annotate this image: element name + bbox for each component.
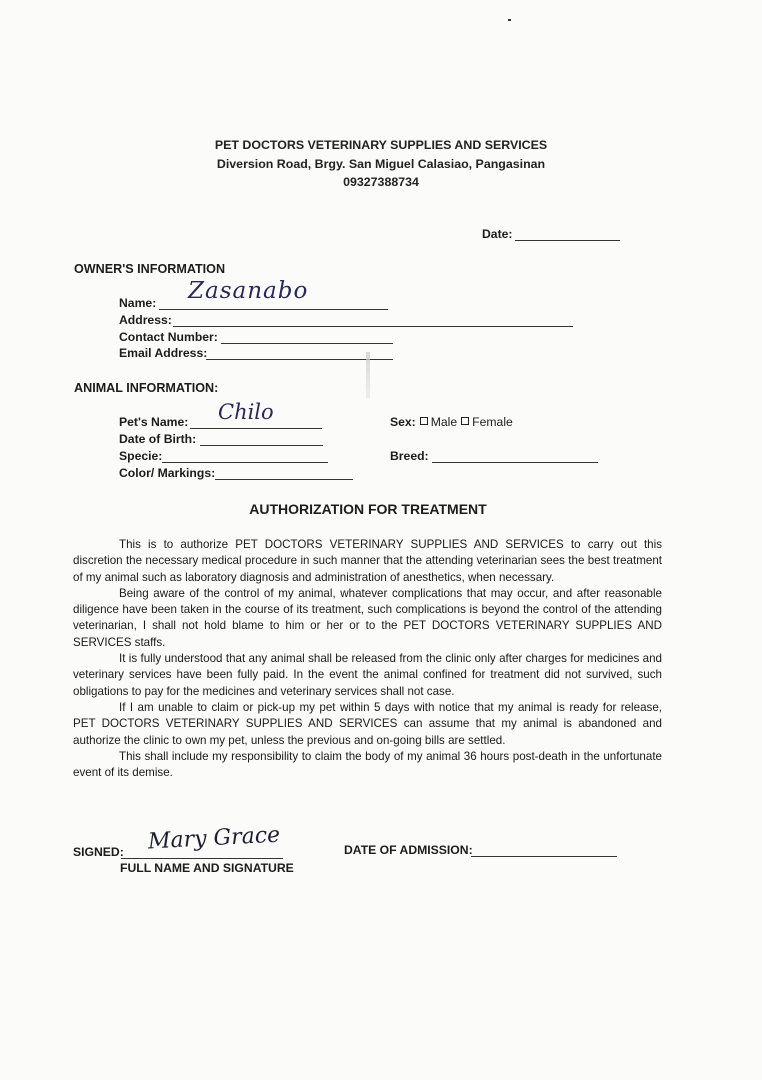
owner-name-label: Name: [119,296,157,310]
contact-number-label: Contact Number: [119,330,218,344]
color-markings-field[interactable] [215,479,353,480]
specie-label: Specie: [119,449,163,463]
signature-caption: FULL NAME AND SIGNATURE [120,861,294,875]
specie-field[interactable] [162,462,328,463]
date-field-line[interactable] [515,240,620,241]
company-name: PET DOCTORS VETERINARY SUPPLIES AND SERVICES [214,138,548,152]
company-phone: 09327388734 [343,175,419,189]
address-label: Address: [119,313,172,327]
authorization-paragraph: This is to authorize PET DOCTORS VETERINARY SUPPLIES AND SERVICES to carry out this discretion the necessary medical procedure in such manner that the attending veterinarian sees the best treatment of my animal such as laboratory diagnosis and administration of anesthetics, when necessary. [73,538,662,584]
authorization-body [73,537,662,781]
pet-name-label: Pet's Name: [119,415,189,429]
date-of-birth-field[interactable] [200,445,323,446]
email-address-field[interactable] [206,359,393,360]
date-label: Date: [482,227,513,241]
date-of-admission-field[interactable] [471,856,617,857]
male-checkbox[interactable] [420,417,428,425]
female-checkbox[interactable] [461,417,469,425]
authorization-paragraph: It is fully understood that any animal shall be released from the clinic only after charges for medicines and veterinary services have been fully paid. In the event the animal confined for treatment did not survived, such obligations to pay for the medicines and veterinary services shall not case. [73,652,662,698]
date-of-birth-label: Date of Birth: [119,432,197,446]
sex-label: Sex: [390,415,416,429]
signature-field[interactable] [121,858,283,859]
authorization-paragraph: This shall include my responsibility to claim the body of my animal 36 hours post-death in the unfortunate event of its demise. [73,749,662,780]
owner-name-field[interactable] [159,309,388,310]
owner-section-title: OWNER'S INFORMATION [74,262,226,276]
authorization-paragraph: Being aware of the control of my animal, whatever complications that may occur, and after reasonable diligence have been taken in the course of its treatment, such complications is beyond the control of the attending veterinarian, I shall not hold blame to him or her or to the PET DOCTORS VETERINARY SUPPLIES AND SERVICES staffs. [73,586,662,649]
email-address-label: Email Address: [119,346,208,360]
breed-field[interactable] [432,462,598,463]
pet-name-value: Chilo [218,400,274,424]
owner-name-value: Zasanabo [188,278,309,304]
authorization-paragraph: If I am unable to claim or pick-up my pet within 5 days with notice that my animal is ready for release, PET DOCTORS VETERINARY SUPPLIES AND SERVICES can assume that my animal is abandoned and authorize the clinic to own my pet, unless the previous and on-going bills are settled. [73,700,662,747]
breed-label: Breed: [390,449,429,463]
signature-value: Mary Grace [147,822,281,855]
male-option-label: Male [430,415,458,429]
sex-field [390,415,513,429]
contact-number-field[interactable] [221,343,393,344]
date-of-admission-label: DATE OF ADMISSION: [344,843,473,857]
color-markings-label: Color/ Markings: [119,466,216,480]
animal-section-title: ANIMAL INFORMATION: [74,381,219,395]
pet-name-field[interactable] [190,428,322,429]
company-address: Diversion Road, Brgy. San Miguel Calasiao, Pangasinan [216,157,546,171]
signed-label: SIGNED: [73,845,124,859]
authorization-title: AUTHORIZATION FOR TREATMENT [249,501,487,517]
pencil-smudge [366,352,370,398]
address-field[interactable] [173,326,573,327]
female-option-label: Female [472,415,513,429]
scan-speck [508,19,511,21]
